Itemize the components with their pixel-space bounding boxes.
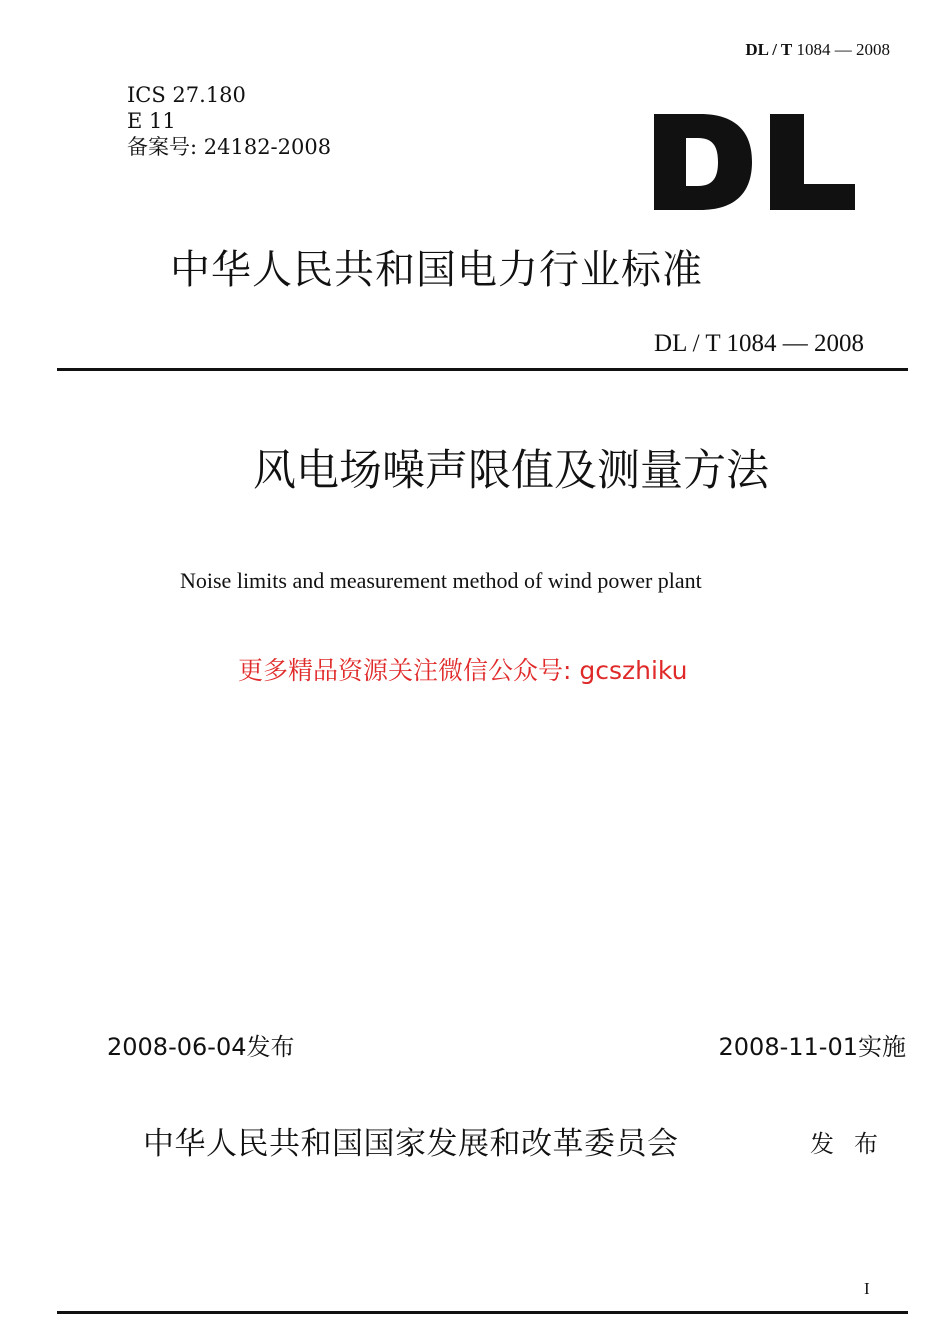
effective-date: 2008-11-01实施	[718, 1033, 906, 1061]
header-code-rest: 1084 — 2008	[792, 40, 890, 59]
bottom-divider	[57, 1311, 908, 1314]
ics-code: ICS 27.180	[127, 83, 246, 107]
page-number: I	[864, 1279, 870, 1298]
header-code-prefix: DL / T	[745, 40, 793, 59]
document-title-en: Noise limits and measurement method of wind power plant	[180, 568, 702, 593]
record-number: 备案号: 24182-2008	[127, 135, 332, 159]
dl-logo	[652, 112, 857, 212]
dl-logo-letter-d	[654, 114, 752, 210]
document-title-cn: 风电场噪声限值及测量方法	[253, 446, 769, 496]
top-divider	[57, 368, 908, 371]
standard-category-title: 中华人民共和国电力行业标准	[170, 247, 703, 293]
standard-number: DL / T 1084 — 2008	[654, 330, 864, 357]
issue-label: 发布	[810, 1130, 898, 1158]
promo-text: 更多精品资源关注微信公众号: gcszhiku	[238, 656, 688, 685]
header-standard-code	[745, 40, 890, 60]
classification-block	[127, 82, 331, 160]
class-code: E 11	[127, 109, 176, 133]
dl-logo-letter-l	[770, 114, 855, 210]
issue-date: 2008-06-04发布	[107, 1033, 295, 1061]
issuing-authority: 中华人民共和国国家发展和改革委员会	[143, 1126, 679, 1162]
